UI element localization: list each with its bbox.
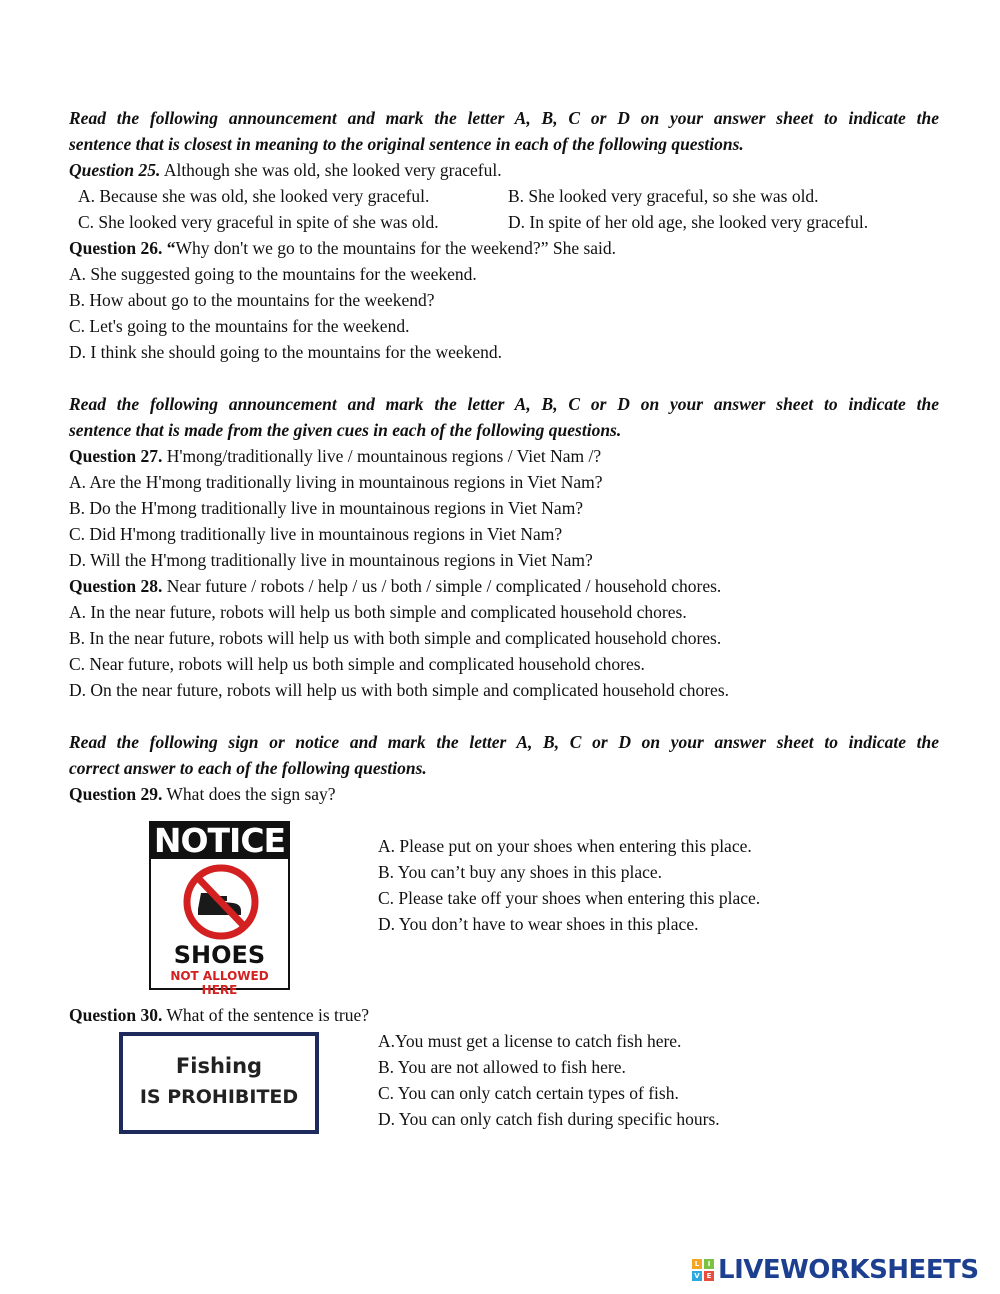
no-shoes-icon [181,863,261,941]
q26-option-d[interactable]: D. I think she should going to the mountains for the weekend. [69,342,503,362]
logo-grid-icon [692,1259,714,1281]
sign-notice-title: NOTICE [151,823,288,859]
sign-shoes-word: SHOES [173,941,266,969]
question-25-text: Although she was old, she looked very graceful. [160,160,502,180]
q28-option-a[interactable]: A. In the near future, robots will help us both simple and complicated household chores. [69,602,687,622]
question-28-text: Near future / robots / help / us / both / simple / complicated / household chores. [162,576,722,596]
spacer [69,703,939,729]
section2-instruction-line1: Read the following announcement and mark the letter A, B, C or D on your answer sheet to indicate the [69,394,939,414]
q30-option-d[interactable]: D. You can only catch fish during specific hours. [378,1109,720,1129]
q28-option-d[interactable]: D. On the near future, robots will help us with both simple and complicated household chores. [69,680,730,700]
question-26 [69,235,939,261]
spacer [69,365,939,391]
sign-not-allowed-text: NOT ALLOWED HERE [170,969,269,997]
sign-prohibited-text: IS PROHIBITED [139,1086,299,1108]
fishing-prohibited-sign [119,1032,319,1134]
q27-option-b[interactable]: B. Do the H'mong traditionally live in mountainous regions in Viet Nam? [69,498,584,518]
question-29-text: What does the sign say? [162,784,336,804]
logo-grid-cell: I [704,1259,714,1269]
question-25 [69,157,939,183]
logo-brand-text: LIVEWORKSHEETS [718,1255,979,1285]
q30-option-b[interactable]: B. You are not allowed to fish here. [378,1057,626,1077]
question-28 [69,573,939,599]
question-29 [69,781,939,807]
question-27 [69,443,939,469]
no-shoes-notice-sign [149,821,290,997]
q27-option-c[interactable]: C. Did H'mong traditionally live in mountainous regions in Viet Nam? [69,524,563,544]
worksheet-page [69,105,939,1138]
q25-option-d[interactable]: D. In spite of her old age, she looked very graceful. [508,212,869,232]
question-25-label: Question 25. [69,160,161,180]
q30-options [378,1028,720,1132]
q25-option-c[interactable]: C. She looked very graceful in spite of she was old. [78,212,439,232]
question-30-block [69,1028,939,1138]
question-29-label: Question 29. [69,784,163,804]
q29-option-c[interactable]: C. Please take off your shoes when entering this place. [378,888,761,908]
section3-instruction-line1: Read the following sign or notice and mark the letter A, B, C or D on your answer sheet to indicate the [69,732,939,752]
q25-option-a[interactable]: A. Because she was old, she looked very graceful. [78,186,430,206]
section3-instruction-line2: correct answer to each of the following questions. [69,758,427,778]
question-30-label: Question 30. [69,1005,163,1025]
q29-option-b[interactable]: B. You can’t buy any shoes in this place. [378,862,663,882]
question-26-label: Question 26. “ [69,238,176,258]
logo-grid-cell: V [692,1271,702,1281]
q27-option-d[interactable]: D. Will the H'mong traditionally live in mountainous regions in Viet Nam? [69,550,593,570]
question-30-text: What of the sentence is true? [162,1005,370,1025]
question-25-options-row1 [69,183,939,209]
q26-option-a[interactable]: A. She suggested going to the mountains for the weekend. [69,264,477,284]
question-29-block [69,807,939,1002]
question-27-label: Question 27. [69,446,163,466]
logo-grid-cell: E [704,1271,714,1281]
question-25-options-row2 [69,209,939,235]
q25-option-b[interactable]: B. She looked very graceful, so she was old. [508,186,819,206]
question-28-label: Question 28. [69,576,163,596]
q28-option-b[interactable]: B. In the near future, robots will help us with both simple and complicated household chores. [69,628,722,648]
q28-option-c[interactable]: C. Near future, robots will help us both simple and complicated household chores. [69,654,645,674]
question-27-text: H'mong/traditionally live / mountainous regions / Viet Nam /? [162,446,602,466]
sign-fishing-word: Fishing [175,1054,263,1078]
q29-option-a[interactable]: A. Please put on your shoes when entering this place. [378,836,752,856]
section1-instruction-line1: Read the following announcement and mark the letter A, B, C or D on your answer sheet to indicate the [69,108,939,128]
q30-option-a[interactable]: A.You must get a license to catch fish here. [378,1031,682,1051]
logo-grid-cell: L [692,1259,702,1269]
q29-options [378,833,760,937]
q30-option-c[interactable]: C. You can only catch certain types of fish. [378,1083,679,1103]
q29-option-d[interactable]: D. You don’t have to wear shoes in this place. [378,914,699,934]
question-26-text: Why don't we go to the mountains for the weekend?” She said. [175,238,617,258]
section2-instruction-line2: sentence that is made from the given cues in each of the following questions. [69,420,622,440]
liveworksheets-logo[interactable] [692,1256,979,1284]
section1-instruction-line2: sentence that is closest in meaning to the original sentence in each of the following questions. [69,134,744,154]
q26-option-c[interactable]: C. Let's going to the mountains for the weekend. [69,316,410,336]
q26-option-b[interactable]: B. How about go to the mountains for the weekend? [69,290,435,310]
q27-option-a[interactable]: A. Are the H'mong traditionally living in mountainous regions in Viet Nam? [69,472,603,492]
question-30 [69,1002,939,1028]
